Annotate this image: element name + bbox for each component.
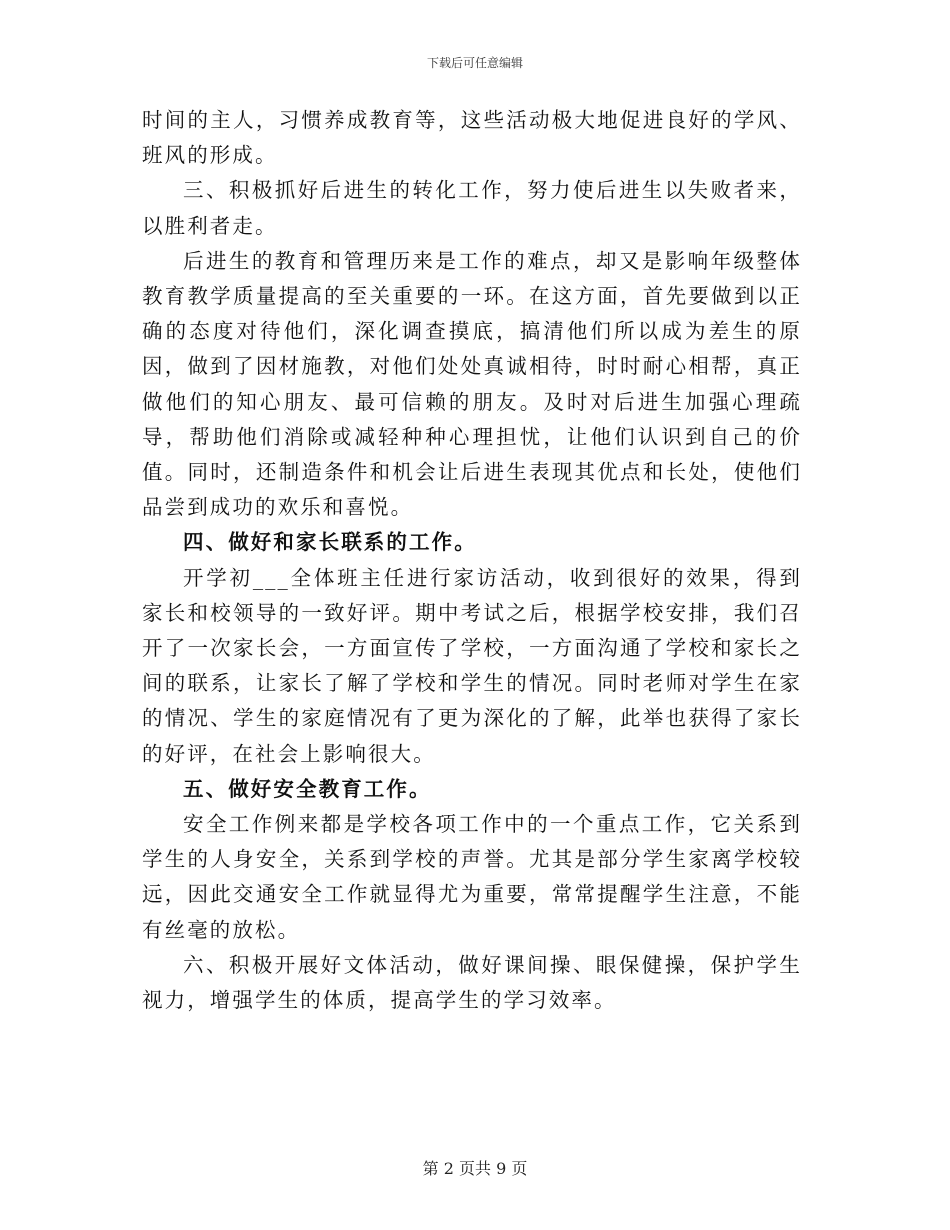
section-heading-3: 三、积极抓好后进生的转化工作，努力使后进生以失败者来，以胜利者走。 <box>142 178 802 238</box>
page-header: 下载后可任意编辑 <box>426 56 523 70</box>
paragraph-continued: 时间的主人，习惯养成教育等，这些活动极大地促进良好的学风、班风的形成。 <box>142 108 802 168</box>
page-number: 第 2 页共 9 页 <box>422 1159 528 1178</box>
section-heading-5: 五、做好安全教育工作。 <box>183 776 432 801</box>
document-body <box>142 103 802 1018</box>
section-heading-6: 六、积极开展好文体活动，做好课间操、眼保健操，保护学生视力，增强学生的体质，提高学生的学习效率。 <box>142 952 802 1013</box>
paragraph: 安全工作例来都是学校各项工作中的一个重点工作，它关系到学生的人身安全，关系到学校的声誉。尤其是部分学生家离学校较远，因此交通安全工作就显得尤为重要，常常提醒学生注意，不能有丝毫的放松。 <box>142 812 802 942</box>
paragraph: 后进生的教育和管理历来是工作的难点，却又是影响年级整体教育教学质量提高的至关重要的一环。在这方面，首先要做到以正确的态度对待他们，深化调查摸底，搞清他们所以成为差生的原因，做到了因材施教，对他们处处真诚相待，时时耐心相帮，真正做他们的知心朋友、最可信赖的朋友。及时对后进生加强心理疏导，帮助他们消除或减轻种种心理担忧，让他们认识到自己的价值。同时，还制造条件和机会让后进生表现其优点和长处，使他们品尝到成功的欢乐和喜悦。 <box>142 248 802 520</box>
paragraph: 开学初___全体班主任进行家访活动，收到很好的效果，得到家长和校领导的一致好评。期中考试之后，根据学校安排，我们召开了一次家长会，一方面宣传了学校，一方面沟通了学校和家长之间的联系，让家长了解了学校和学生的情况。同时老师对学生在家的情况、学生的家庭情况有了更为深化的了解，此举也获得了家长的好评，在社会上影响很大。 <box>142 565 802 766</box>
section-heading-4: 四、做好和家长联系的工作。 <box>183 530 477 555</box>
